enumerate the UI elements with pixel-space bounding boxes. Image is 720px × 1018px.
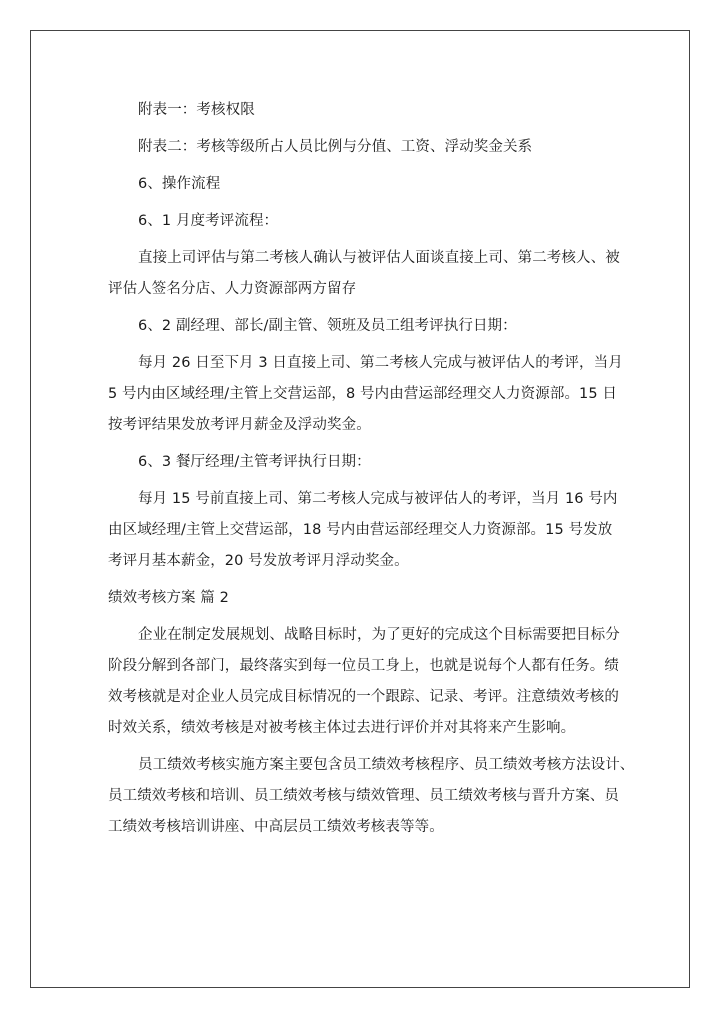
paragraph-line: 按考评结果发放考评月薪金及浮动奖金。 — [108, 417, 371, 433]
paragraph-6-3-schedule — [108, 484, 618, 577]
paragraph-line: 评估人签名分店、人力资源部两方留存 — [108, 281, 357, 297]
paragraph-plan-contents — [108, 750, 635, 843]
paragraph-line: 阶段分解到各部门，最终落实到每一位员工身上，也就是说每个人都有任务。绩 — [108, 658, 619, 674]
section-6-1-heading: 6、1 月度考评流程： — [138, 213, 279, 229]
article-2-title: 绩效考核方案 篇 2 — [108, 590, 229, 606]
paragraph-line: 考评月基本薪金，20 号发放考评月浮动奖金。 — [108, 553, 409, 569]
document-body — [108, 95, 635, 849]
paragraph-line: 工绩效考核培训讲座、中高层员工绩效考核表等等。 — [108, 819, 444, 835]
paragraph-line: 员工绩效考核实施方案主要包含员工绩效考核程序、员工绩效考核方法设计、 — [138, 757, 635, 773]
paragraph-intro — [108, 620, 620, 744]
paragraph-line: 每月 26 日至下月 3 日直接上司、第二考核人完成与被评估人的考评，当月 — [138, 355, 623, 371]
paragraph-line: 员工绩效考核和培训、员工绩效考核与绩效管理、员工绩效考核与晋升方案、员 — [108, 788, 619, 804]
paragraph-evaluation-steps — [108, 243, 620, 305]
paragraph-line: 5 号内由区域经理/主管上交营运部，8 号内由营运部经理交人力资源部。15 日 — [108, 386, 618, 402]
paragraph-line: 企业在制定发展规划、战略目标时，为了更好的完成这个目标需要把目标分 — [138, 627, 620, 643]
paragraph-line: 每月 15 号前直接上司、第二考核人完成与被评估人的考评，当月 16 号内 — [138, 491, 618, 507]
paragraph-line: 由区域经理/主管上交营运部，18 号内由营运部经理交人力资源部。15 号发放 — [108, 522, 613, 538]
paragraph-line: 效考核就是对企业人员完成目标情况的一个跟踪、记录、考评。注意绩效考核的 — [108, 689, 619, 705]
paragraph-line: 时效关系，绩效考核是对被考核主体过去进行评价并对其将来产生影响。 — [108, 720, 576, 736]
appendix-2-line: 附表二：考核等级所占人员比例与分值、工资、浮动奖金关系 — [138, 139, 533, 155]
section-6-2-heading: 6、2 副经理、部长/副主管、领班及员工组考评执行日期： — [138, 318, 517, 334]
section-6-3-heading: 6、3 餐厅经理/主管考评执行日期： — [138, 454, 371, 470]
paragraph-6-2-schedule — [108, 348, 623, 441]
appendix-1-line: 附表一：考核权限 — [138, 102, 255, 118]
section-6-heading: 6、操作流程 — [138, 176, 221, 192]
paragraph-line: 直接上司评估与第二考核人确认与被评估人面谈直接上司、第二考核人、被 — [138, 250, 620, 266]
